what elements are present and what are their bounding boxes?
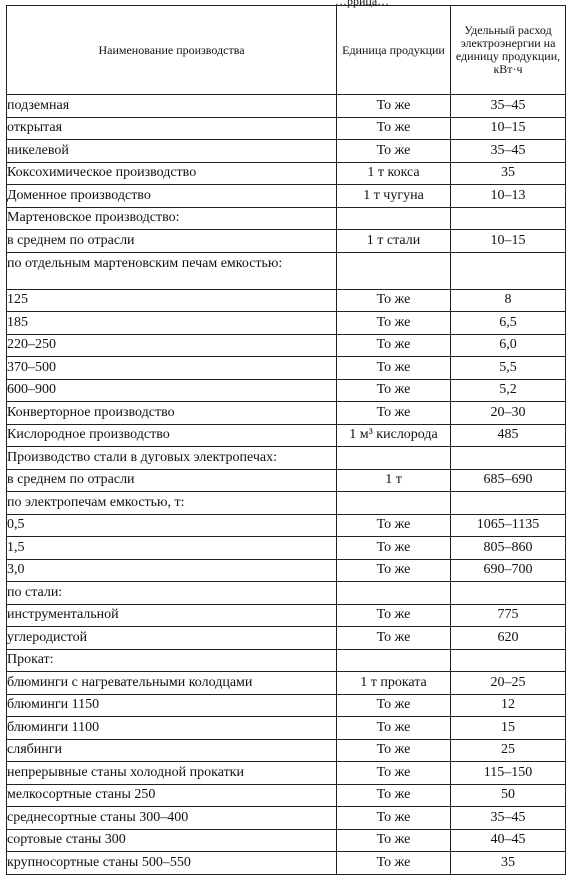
row-consumption-value: 8 [451,289,566,312]
table-row [7,357,566,380]
row-production-name: крупносортные станы 500–550 [7,852,337,875]
row-consumption-value [451,447,566,470]
row-consumption-value: 775 [451,604,566,627]
table-row [7,312,566,335]
row-consumption-value: 10–13 [451,185,566,208]
row-unit: То же [337,559,451,582]
row-unit: То же [337,95,451,118]
row-consumption-value: 35 [451,162,566,185]
table-row [7,230,566,253]
row-production-name: в среднем по отрасли [7,230,337,253]
row-consumption-value: 10–15 [451,117,566,140]
row-unit: То же [337,402,451,425]
table-row [7,694,566,717]
page-header-fragment: …ррица… [335,0,390,8]
table-row [7,402,566,425]
row-production-name: Кислородное производство [7,424,337,447]
table-row [7,447,566,470]
row-consumption-value: 12 [451,694,566,717]
header-consumption: Удельный расход электроэнергии на единицу продукции, кВт·ч [451,6,566,95]
row-production-name: 3,0 [7,559,337,582]
table-row [7,852,566,875]
table-row [7,762,566,785]
row-consumption-value: 35 [451,852,566,875]
table-row [7,469,566,492]
row-consumption-value: 620 [451,627,566,650]
row-unit [337,492,451,515]
row-unit: То же [337,289,451,312]
row-production-name: мелкосортные станы 250 [7,784,337,807]
row-unit: То же [337,784,451,807]
table-row [7,492,566,515]
row-consumption-value: 10–15 [451,230,566,253]
table-row [7,627,566,650]
row-consumption-value: 40–45 [451,829,566,852]
table-row [7,672,566,695]
row-production-name: 125 [7,289,337,312]
row-unit [337,649,451,672]
row-production-name: углеродистой [7,627,337,650]
row-production-name: Коксохимическое производство [7,162,337,185]
row-production-name: Прокат: [7,649,337,672]
row-production-name: подземная [7,95,337,118]
table-row [7,717,566,740]
row-production-name: открытая [7,117,337,140]
table-row [7,379,566,402]
row-consumption-value: 6,0 [451,334,566,357]
row-production-name: в среднем по отрасли [7,469,337,492]
row-unit: То же [337,739,451,762]
row-consumption-value: 20–25 [451,672,566,695]
row-consumption-value: 25 [451,739,566,762]
table-row [7,162,566,185]
table-row [7,207,566,230]
row-consumption-value [451,252,566,289]
row-consumption-value: 5,2 [451,379,566,402]
row-unit: 1 т кокса [337,162,451,185]
row-consumption-value: 20–30 [451,402,566,425]
table-row [7,739,566,762]
row-production-name: сортовые станы 300 [7,829,337,852]
row-unit: То же [337,357,451,380]
row-unit: 1 м³ кислорода [337,424,451,447]
header-unit: Единица продукции [337,6,451,95]
table-row [7,514,566,537]
row-consumption-value: 35–45 [451,140,566,163]
row-consumption-value: 5,5 [451,357,566,380]
row-production-name: непрерывные станы холодной прокатки [7,762,337,785]
row-unit [337,252,451,289]
table-row [7,582,566,605]
row-unit: То же [337,604,451,627]
table-row [7,807,566,830]
row-production-name: 600–900 [7,379,337,402]
row-unit: То же [337,117,451,140]
row-unit: То же [337,312,451,335]
row-unit: То же [337,537,451,560]
row-production-name: 1,5 [7,537,337,560]
row-production-name: по отдельным мартеновским печам емкостью: [7,252,337,289]
row-production-name: слябинги [7,739,337,762]
row-unit [337,207,451,230]
row-production-name: 185 [7,312,337,335]
row-unit: То же [337,852,451,875]
header-production-name: Наименование производства [7,6,337,95]
row-consumption-value: 35–45 [451,807,566,830]
row-consumption-value: 15 [451,717,566,740]
row-unit: То же [337,140,451,163]
row-consumption-value: 690–700 [451,559,566,582]
table-row [7,140,566,163]
row-production-name: по стали: [7,582,337,605]
row-unit: То же [337,379,451,402]
table-row [7,185,566,208]
row-production-name: никелевой [7,140,337,163]
row-production-name: Конверторное производство [7,402,337,425]
row-production-name: 370–500 [7,357,337,380]
row-unit: То же [337,334,451,357]
row-consumption-value: 50 [451,784,566,807]
row-consumption-value: 6,5 [451,312,566,335]
row-consumption-value [451,649,566,672]
row-unit: То же [337,514,451,537]
row-consumption-value [451,207,566,230]
row-consumption-value [451,492,566,515]
energy-consumption-table [6,5,566,875]
row-consumption-value: 115–150 [451,762,566,785]
table-row [7,424,566,447]
row-production-name: 0,5 [7,514,337,537]
table-row [7,537,566,560]
row-consumption-value: 685–690 [451,469,566,492]
row-unit [337,582,451,605]
table-row [7,117,566,140]
row-unit: То же [337,829,451,852]
row-unit: 1 т чугуна [337,185,451,208]
row-consumption-value: 805–860 [451,537,566,560]
row-production-name: блюминги с нагревательными колодцами [7,672,337,695]
row-production-name: Мартеновское производство: [7,207,337,230]
table-row [7,829,566,852]
row-production-name: среднесортные станы 300–400 [7,807,337,830]
table-row [7,784,566,807]
table-header-row [7,6,566,95]
row-unit: То же [337,717,451,740]
table-row [7,604,566,627]
row-unit: 1 т [337,469,451,492]
row-unit [337,447,451,470]
row-production-name: 220–250 [7,334,337,357]
row-unit: 1 т проката [337,672,451,695]
row-unit: То же [337,694,451,717]
table-row [7,289,566,312]
row-consumption-value: 485 [451,424,566,447]
table-row [7,559,566,582]
row-unit: То же [337,762,451,785]
row-unit: То же [337,627,451,650]
row-production-name: Производство стали в дуговых электропечах: [7,447,337,470]
table-body [7,95,566,875]
row-production-name: инструментальной [7,604,337,627]
row-production-name: блюминги 1150 [7,694,337,717]
row-unit: 1 т стали [337,230,451,253]
table-row [7,95,566,118]
table-row [7,252,566,289]
row-unit: То же [337,807,451,830]
row-production-name: по электропечам емкостью, т: [7,492,337,515]
row-consumption-value [451,582,566,605]
table-row [7,334,566,357]
table-row [7,649,566,672]
row-production-name: блюминги 1100 [7,717,337,740]
row-production-name: Доменное производство [7,185,337,208]
row-consumption-value: 35–45 [451,95,566,118]
row-consumption-value: 1065–1135 [451,514,566,537]
